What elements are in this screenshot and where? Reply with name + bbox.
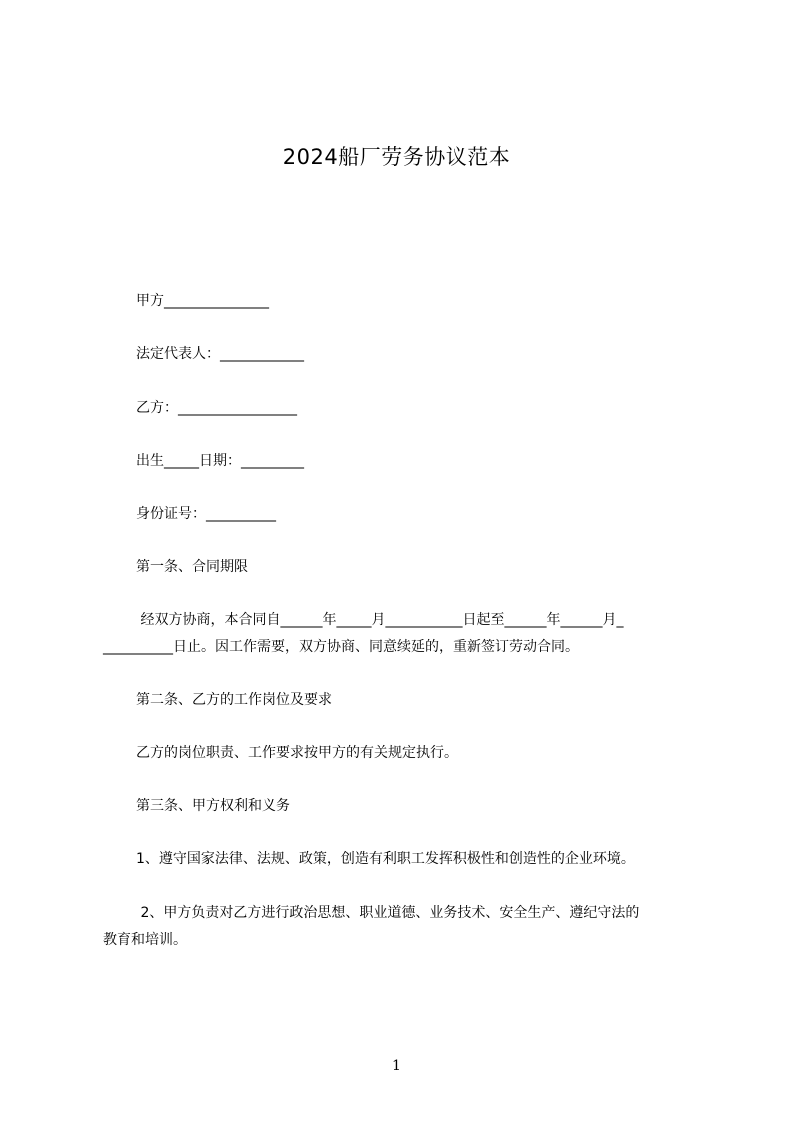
page-number: 1 — [392, 1058, 401, 1074]
article-1-heading: 第一条、合同期限 — [136, 559, 248, 575]
birth-date-field: 出生_____日期：_________ — [136, 453, 304, 469]
document-title: 2024船厂劳务协议范本 — [282, 145, 511, 169]
article-3-item-2-line-2: 教育和培训。 — [103, 932, 187, 948]
article-3-item-2-line-1: 2、甲方负责对乙方进行政治思想、职业道德、业务技术、安全生产、遵纪守法的 — [136, 905, 640, 921]
article-3-item-1: 1、遵守国家法律、法规、政策，创造有利职工发挥积极性和创造性的企业环境。 — [136, 851, 635, 867]
article-2-heading: 第二条、乙方的工作岗位及要求 — [136, 692, 332, 708]
article-2-text: 乙方的岗位职责、工作要求按甲方的有关规定执行。 — [136, 745, 458, 761]
article-1-text-line-1: 经双方协商，本合同自______年_____月___________日起至______年______月_ — [136, 612, 624, 628]
party-a-field: 甲方_______________ — [136, 293, 269, 309]
article-1-text-line-2: __________日止。因工作需要，双方协商、同意续延的，重新签订劳动合同。 — [103, 639, 579, 655]
article-3-heading: 第三条、甲方权利和义务 — [136, 798, 290, 814]
id-number-field: 身份证号：__________ — [136, 506, 276, 522]
legal-representative-field: 法定代表人：____________ — [136, 346, 304, 362]
party-b-field: 乙方：_________________ — [136, 400, 297, 416]
